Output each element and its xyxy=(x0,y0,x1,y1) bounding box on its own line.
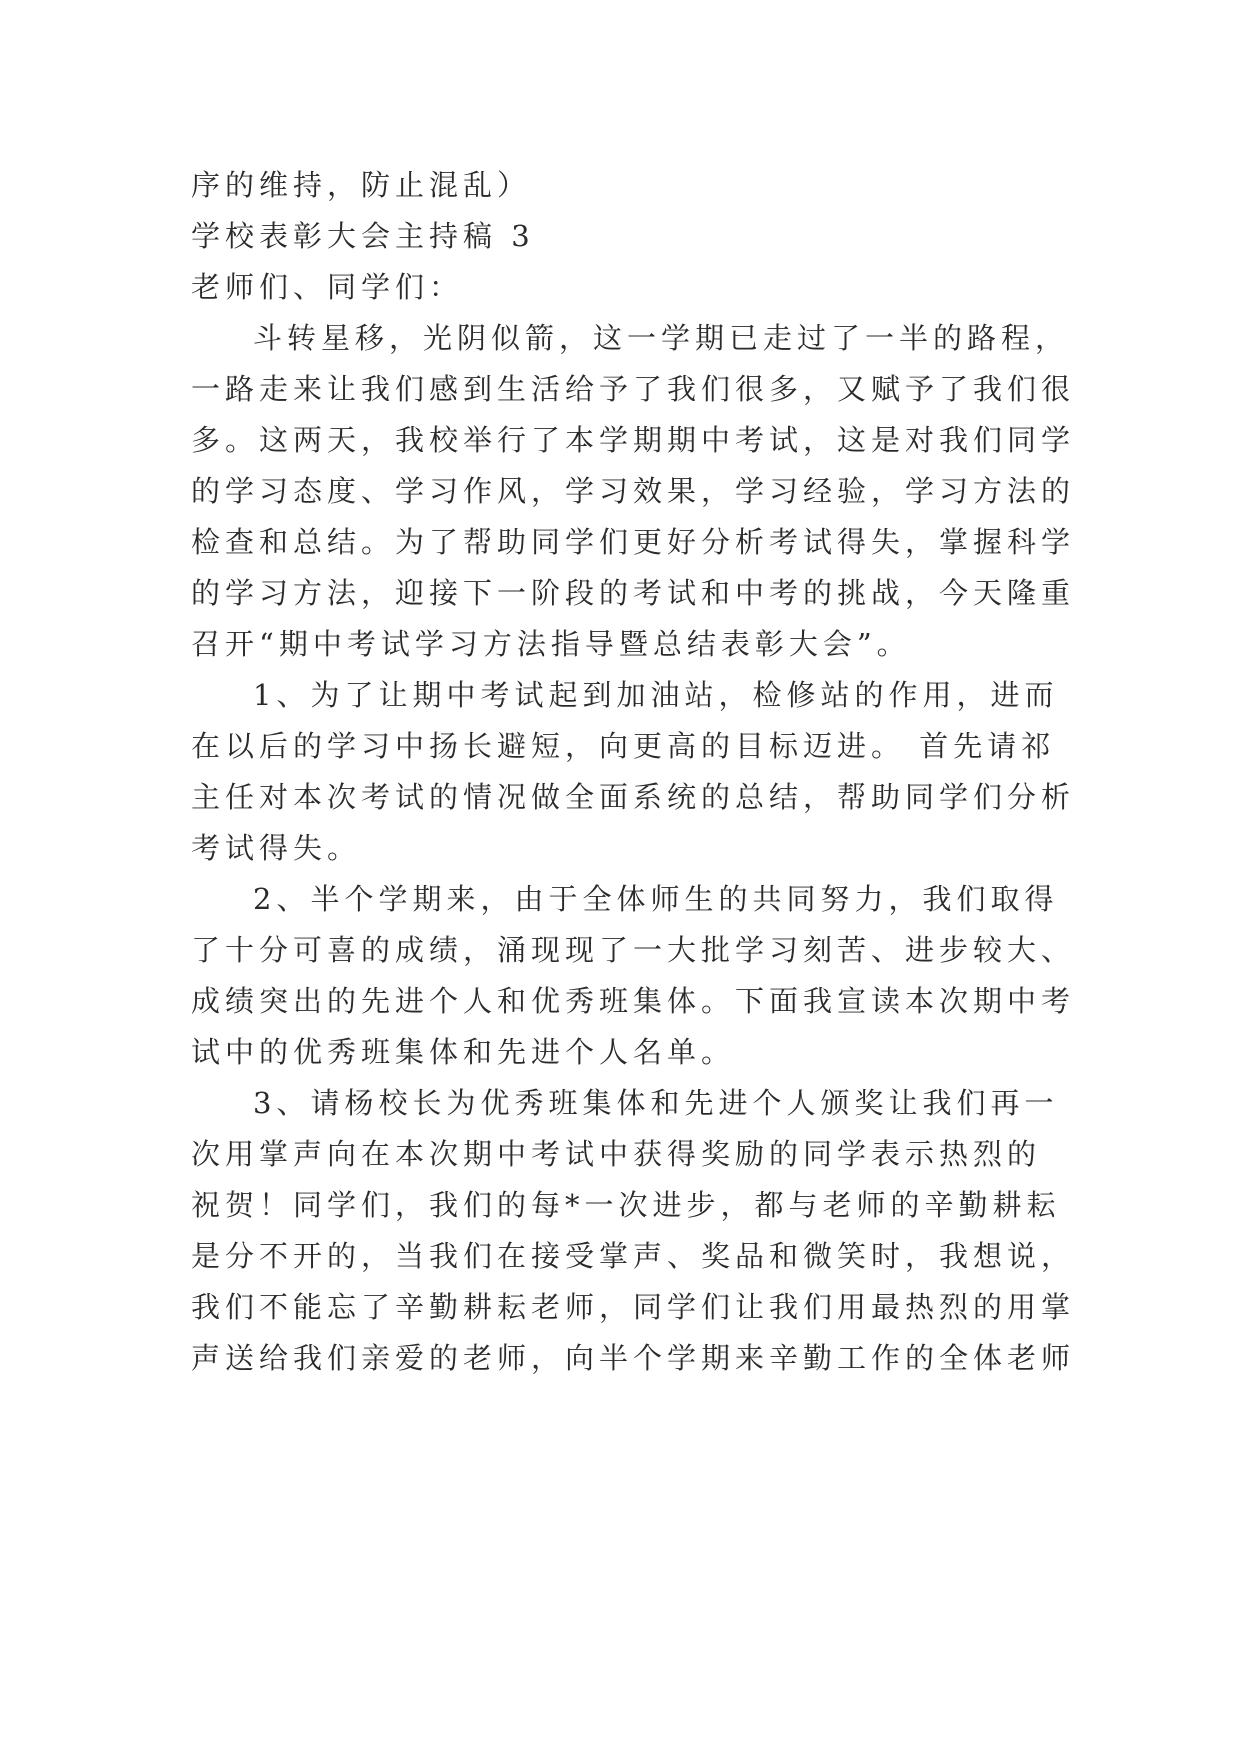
paragraph-line: 1、为了让期中考试起到加油站，检修站的作用，进而 xyxy=(253,678,1059,712)
paragraph-line: 次用掌声向在本次期中考试中获得奖励的同学表示热烈的 xyxy=(191,1137,1042,1171)
paragraph-line: 的学习态度、学习作风，学习效果，学习经验，学习方法的 xyxy=(191,474,1076,508)
paragraph-line: 的学习方法，迎接下一阶段的考试和中考的挑战，今天隆重 xyxy=(191,576,1076,610)
paragraph-line: 3、请杨校长为优秀班集体和先进个人颁奖让我们再一 xyxy=(253,1086,1059,1120)
paragraph-line: 召开“期中考试学习方法指导暨总结表彰大会”。 xyxy=(191,627,911,661)
paragraph-line: 检查和总结。为了帮助同学们更好分析考试得失，掌握科学 xyxy=(191,525,1076,559)
paragraph-line: 试中的优秀班集体和先进个人名单。 xyxy=(191,1035,736,1069)
paragraph-line: 成绩突出的先进个人和优秀班集体。下面我宣读本次期中考 xyxy=(191,984,1076,1018)
paragraph-line: 一路走来让我们感到生活给予了我们很多，又赋予了我们很 xyxy=(191,372,1076,406)
text-line: 序的维持，防止混乱） xyxy=(191,168,532,202)
paragraph-line: 多。这两天，我校举行了本学期期中考试，这是对我们同学 xyxy=(191,423,1076,457)
paragraph-line: 考试得失。 xyxy=(191,831,362,865)
paragraph-line: 声送给我们亲爱的老师，向半个学期来辛勤工作的全体老师 xyxy=(191,1341,1076,1375)
paragraph-line: 祝贺！同学们，我们的每*一次进步，都与老师的辛勤耕耘 xyxy=(191,1188,1061,1222)
paragraph-line: 2、半个学期来，由于全体师生的共同努力，我们取得 xyxy=(253,882,1059,916)
paragraph-line: 斗转星移，光阴似箭，这一学期已走过了一半的路程， xyxy=(253,321,1070,355)
paragraph-line: 是分不开的，当我们在接受掌声、奖品和微笑时，我想说， xyxy=(191,1239,1076,1273)
section-title: 学校表彰大会主持稿 3 xyxy=(191,219,535,253)
paragraph-line: 我们不能忘了辛勤耕耘老师，同学们让我们用最热烈的用掌 xyxy=(191,1290,1076,1324)
document-body xyxy=(191,160,1076,1384)
paragraph-line: 主任对本次考试的情况做全面系统的总结，帮助同学们分析 xyxy=(191,780,1076,814)
paragraph-line: 在以后的学习中扬长避短，向更高的目标迈进。 首先请祁 xyxy=(191,729,1056,763)
paragraph-line: 了十分可喜的成绩，涌现现了一大批学习刻苦、进步较大、 xyxy=(191,933,1076,967)
salutation: 老师们、同学们： xyxy=(191,270,464,304)
